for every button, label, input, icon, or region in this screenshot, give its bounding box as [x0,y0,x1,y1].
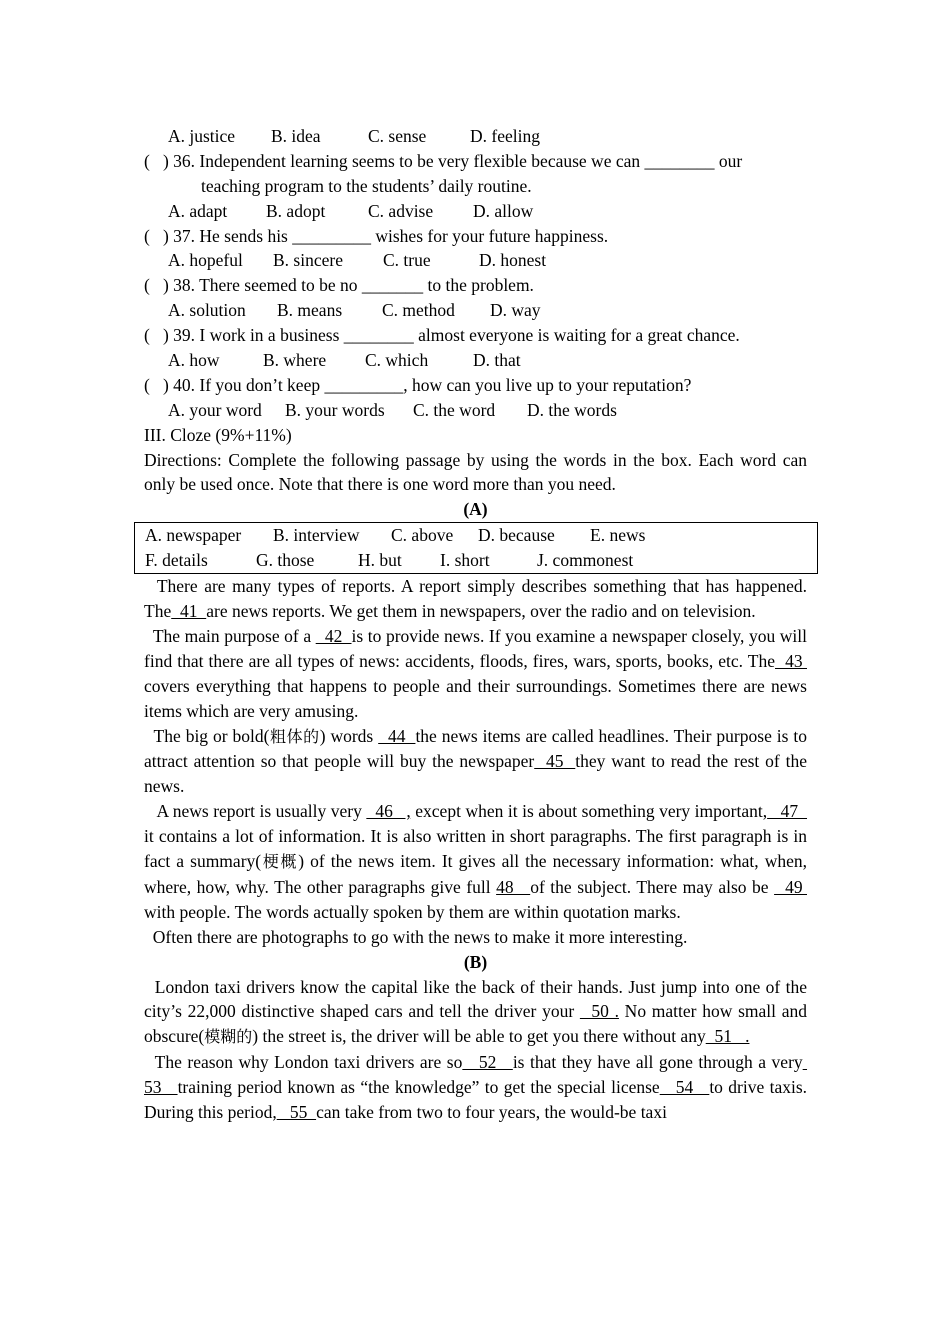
section-heading: III. Cloze (9%+11%) [144,424,292,445]
option: C. method [382,300,455,321]
option: B. sincere [273,250,343,271]
option: D. the words [527,399,617,420]
passage-a-p4: A news report is usually very 46 , except when it is about something very important, 47 it contains a lot of information. It is also written in short paragraphs. The first paragraph is in fact a summary(梗概) of the news item. It gives all the necessary information: what, when, where, how, why. The other paragraphs give full 48 of the subject. There may also be 49 with people. The words actually spoken by them are within quotation marks. [144,801,808,922]
q36-stem: ( ) 36. Independent learning seems to be very flexible because we can ________ our [144,150,743,171]
q37-stem: ( ) 37. He sends his _________ wishes for your future happiness. [144,225,609,246]
word-option: I. short [440,550,490,571]
option: D. honest [479,250,547,271]
word-option: E. news [590,525,646,546]
passage-a-p5: Often there are photographs to go with the news to make it more interesting. [144,926,688,947]
q36-options [144,199,807,224]
word-option: G. those [256,550,315,571]
word-option: C. above [391,525,454,546]
option: C. which [365,350,429,371]
option: B. your words [285,399,385,420]
word-option: B. interview [273,525,360,546]
option: C. true [383,250,431,271]
option: B. adopt [266,200,326,221]
word-box-row [145,523,817,548]
passage-a-p3: The big or bold(粗体的) words 44 the news items are called headlines. Their purpose is to attract attention so that people will buy the newspaper 45 they want to read the rest of the news. [144,725,807,797]
word-box-row [145,548,817,573]
passage-b-p2: The reason why London taxi drivers are so 52 is that they have all gone through a very 53 training period known as “the knowledge” to get the special license 54 to drive taxis. During this period, 55 can take from two to four years, the would-be taxi [144,1052,808,1123]
option: A. hopeful [168,250,243,271]
option: C. advise [368,200,434,221]
q38-options [144,298,807,323]
q38-stem: ( ) 38. There seemed to be no _______ to the problem. [144,275,534,296]
option: A. adapt [168,200,228,221]
option: C. sense [368,126,427,146]
part-b-label: (B) [463,951,488,972]
q37-options [144,248,807,273]
passage-b-p1: London taxi drivers know the capital like the back of their hands. Just jump into one of the city’s 22,000 distinctive shaped cars and tell the driver your 50 . No matter how small and obscure(模糊的) the street is, the driver will be able to get you there without any 51 . [144,976,808,1047]
option: D. allow [473,200,534,221]
part-a-label: (A) [463,499,488,520]
passage-a-p1: There are many types of reports. A report simply describes something that has happened. The 41 are news reports. We get them in newspapers, over the radio and on television. [144,576,807,621]
q36-stem-cont: teaching program to the students’ daily routine. [201,175,532,196]
option: B. where [263,350,327,371]
option: D. way [490,300,541,321]
passage-a-p2: The main purpose of a 42 is to provide news. If you examine a newspaper closely, you will find that there are all types of news: accidents, floods, fires, wars, sports, books, etc. The 43 covers everything that happens to people and their surroundings. Sometimes there are news items which are very amusing. [144,625,807,721]
q40-options [144,398,807,423]
word-option: A. newspaper [145,525,242,546]
option: B. means [277,300,343,321]
q40-stem: ( ) 40. If you don’t keep _________, how can you live up to your reputation? [144,374,692,395]
q39-options [144,348,807,373]
option: A. how [168,350,220,371]
word-option: F. details [145,550,208,571]
option: A. solution [168,300,246,321]
option: D. feeling [470,126,540,146]
directions: Directions: Complete the following passage by using the words in the box. Each word can only be used once. Note that there is one word more than you need. [144,449,807,495]
option: A. justice [168,126,236,146]
option: A. your word [168,399,262,420]
word-option: J. commonest [537,550,634,571]
option: C. the word [413,399,496,420]
worksheet-page [144,124,807,1125]
word-option: H. but [358,550,402,571]
word-option: D. because [478,525,555,546]
option: B. idea [271,126,321,146]
option: D. that [473,350,521,371]
word-box [134,522,818,574]
q39-stem: ( ) 39. I work in a business ________ almost everyone is waiting for a great chance. [144,325,740,346]
q35-options [144,124,807,149]
